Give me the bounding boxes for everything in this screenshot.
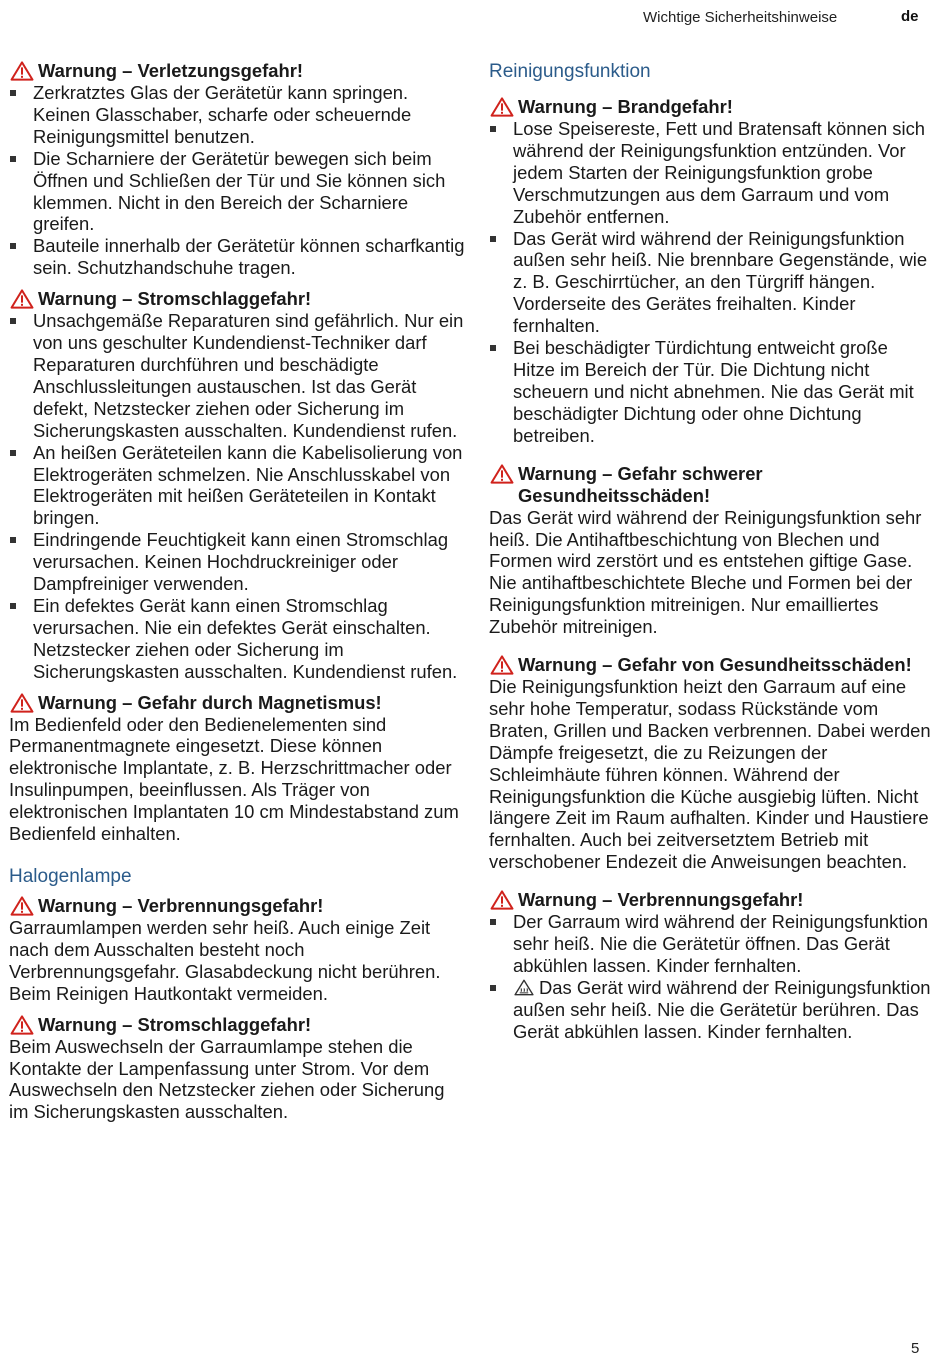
- list-item: [9, 148, 469, 236]
- warning-triangle-icon: [9, 289, 35, 309]
- warning-title: Warnung – Verbrennungsgefahr!: [38, 895, 324, 916]
- list-item: [9, 529, 469, 595]
- warning-triangle-icon: [489, 655, 515, 675]
- warning-title: Warnung – Gefahr von Gesundheitsschäden!: [518, 654, 912, 676]
- left-column: [9, 60, 469, 1123]
- header-title: Wichtige Sicherheitshinweise: [643, 9, 838, 26]
- warning-heading: [9, 895, 469, 917]
- list-item-text: An heißen Geräteteilen kann die Kabelisolierung von Elektrogeräten schmelzen. Nie Anschlusskabel von Elektrogeräten mit heißen Geräteteilen in Kontakt bringen.: [33, 441, 463, 529]
- warning-heading: [489, 463, 934, 507]
- square-bullet-icon: [10, 90, 16, 96]
- language-code: de: [901, 8, 919, 25]
- hot-surface-warning-icon: [513, 979, 535, 996]
- section-heading: Halogenlampe: [9, 866, 132, 887]
- bullet-list: [489, 118, 934, 447]
- list-item: [9, 82, 469, 148]
- page-number: 5: [911, 1340, 920, 1357]
- warning-text: Das Gerät wird während der Reinigungsfunktion sehr heiß. Die Antihaftbeschichtung von Blechen und Formen wird zerstört und es entstehen giftige Gase. Nie antihaftbeschichtete Bleche und Formen bei der Reinigungsfunktion mitreinigen. Nur emailliertes Zubehör mitreinigen.: [489, 506, 922, 638]
- bullet-list: [489, 911, 934, 1042]
- section-heading: Reinigungsfunktion: [489, 61, 651, 82]
- warning-title: Warnung – Verletzungsgefahr!: [38, 60, 303, 81]
- warning-triangle-icon: [489, 97, 515, 117]
- warning-heading: [9, 1014, 469, 1036]
- list-item-text: Die Scharniere der Gerätetür bewegen sich beim Öffnen und Schließen der Tür und Sie können sich klemmen. Nicht in den Bereich der Scharniere greifen.: [33, 147, 446, 235]
- list-item-text: Der Garraum wird während der Reinigungsfunktion sehr heiß. Nie die Gerätetür öffnen. Das Gerät abkühlen lassen. Kinder fernhalten.: [513, 911, 929, 976]
- square-bullet-icon: [490, 919, 496, 925]
- warning-heading: [9, 692, 469, 714]
- warning-title: Warnung – Gefahr schwerer Gesundheitsschäden!: [518, 462, 763, 506]
- list-item-text: Das Gerät wird während der Reinigungsfunktion außen sehr heiß. Nie brennbare Gegenstände, wie z. B. Geschirrtücher, an den Türgriff hängen. Vorderseite des Gerätes freihalten. Kinder fernhalten.: [513, 227, 928, 337]
- list-item: [489, 977, 934, 1043]
- warning-heading: [9, 288, 469, 310]
- warning-title: Warnung – Gefahr durch Magnetismus!: [38, 691, 382, 713]
- warning-text: Garraumlampen werden sehr heiß. Auch einige Zeit nach dem Ausschalten besteht noch Verbrennungsgefahr. Glasabdeckung nicht berühren. Beim Reinigen Hautkontakt vermeiden.: [9, 917, 441, 1004]
- warning-text: Im Bedienfeld oder den Bedienelementen sind Permanentmagnete eingesetzt. Diese können elektronische Implantate, z. B. Herzschrittmacher oder Insulinpumpen, beeinflussen. Als Träger von elektronischen Implantaten 10 cm Mindestabstand zum Bedienfeld einhalten.: [9, 713, 459, 845]
- list-item: [489, 228, 934, 338]
- warning-triangle-icon: [9, 1015, 35, 1035]
- list-item-text: Das Gerät wird während der Reinigungsfunktion außen sehr heiß. Nie die Gerätetür berühren. Das Gerät abkühlen lassen. Kinder fernhalten.: [513, 976, 931, 1042]
- list-item-text: Unsachgemäße Reparaturen sind gefährlich. Nur ein von uns geschulter Kundendienst-Techniker darf Reparaturen durchführen und beschädigte Anschlussleitungen austauschen. Ist das Gerät defekt, Netzstecker ziehen oder Sicherung im Sicherungskasten ausschalten. Kundendienst rufen.: [33, 310, 464, 441]
- warning-title: Warnung – Brandgefahr!: [518, 96, 733, 117]
- list-item: [489, 118, 934, 228]
- list-item: [9, 310, 469, 441]
- square-bullet-icon: [490, 985, 496, 991]
- warning-title: Warnung – Verbrennungsgefahr!: [518, 889, 804, 911]
- warning-heading: [9, 60, 469, 82]
- warning-triangle-icon: [9, 896, 35, 916]
- warning-heading: [489, 96, 934, 118]
- list-item: [9, 235, 469, 279]
- square-bullet-icon: [10, 243, 16, 249]
- square-bullet-icon: [10, 450, 16, 456]
- warning-triangle-icon: [9, 61, 35, 81]
- warning-title: Warnung – Stromschlaggefahr!: [38, 1013, 312, 1035]
- square-bullet-icon: [10, 603, 16, 609]
- warning-heading: [489, 654, 934, 676]
- square-bullet-icon: [490, 236, 496, 242]
- bullet-list: [9, 310, 469, 682]
- square-bullet-icon: [10, 537, 16, 543]
- right-column: [489, 60, 934, 1043]
- list-item: [489, 911, 934, 977]
- list-item-text: Ein defektes Gerät kann einen Stromschlag verursachen. Nie ein defektes Gerät einschalten. Netzstecker ziehen oder Sicherung im Sicherungskasten ausschalten. Kundendienst rufen.: [33, 594, 458, 682]
- square-bullet-icon: [10, 318, 16, 324]
- list-item-text: Lose Speisereste, Fett und Bratensaft können sich während der Reinigungsfunktion entzünden. Vor jedem Starten der Reinigungsfunktion grobe Verschmutzungen aus dem Garraum und vom Zubehör entfernen.: [513, 118, 925, 227]
- square-bullet-icon: [10, 156, 16, 162]
- list-item: [9, 442, 469, 530]
- list-item: [489, 337, 934, 447]
- warning-text: Beim Auswechseln der Garraumlampe stehen die Kontakte der Lampenfassung unter Strom. Vor dem Auswechseln den Netzstecker ziehen oder Sicherung im Sicherungskasten ausschalten.: [9, 1035, 445, 1123]
- warning-heading: [489, 889, 934, 911]
- list-item-text: Eindringende Feuchtigkeit kann einen Stromschlag verursachen. Keinen Hochdruckreiniger oder Dampfreiniger verwenden.: [33, 529, 449, 595]
- square-bullet-icon: [490, 126, 496, 132]
- list-item-text: Zerkratztes Glas der Gerätetür kann springen. Keinen Glasschaber, scharfe oder scheuernde Reinigungsmittel benutzen.: [33, 82, 412, 147]
- warning-triangle-icon: [489, 890, 515, 910]
- list-item-text: Bauteile innerhalb der Gerätetür können scharfkantig sein. Schutzhandschuhe tragen.: [33, 235, 465, 279]
- warning-text: Die Reinigungsfunktion heizt den Garraum auf eine sehr hohe Temperatur, sodass Rückstände vom Braten, Grillen und Backen verbrennen. Dabei werden Dämpfe freigesetzt, die zu Reizungen der Schleimhäute führen können. Während der Reinigungsfunktion die Küche ausgiebig lüften. Nicht längere Zeit im Raum aufhalten. Kinder und Haustiere fernhalten. Auch bei zeitversetztem Betrieb mit verschobener Endezeit die Anweisungen beachten.: [489, 676, 931, 873]
- warning-title: Warnung – Stromschlaggefahr!: [38, 288, 312, 310]
- list-item-text: Bei beschädigter Türdichtung entweicht große Hitze im Bereich der Tür. Die Dichtung nicht scheuern und nicht abnehmen. Nie das Gerät mit beschädigter Dichtung oder ohne Dichtung betreiben.: [513, 337, 914, 446]
- warning-triangle-icon: [489, 464, 515, 484]
- list-item: [9, 595, 469, 683]
- square-bullet-icon: [490, 345, 496, 351]
- warning-triangle-icon: [9, 693, 35, 713]
- bullet-list: [9, 82, 469, 279]
